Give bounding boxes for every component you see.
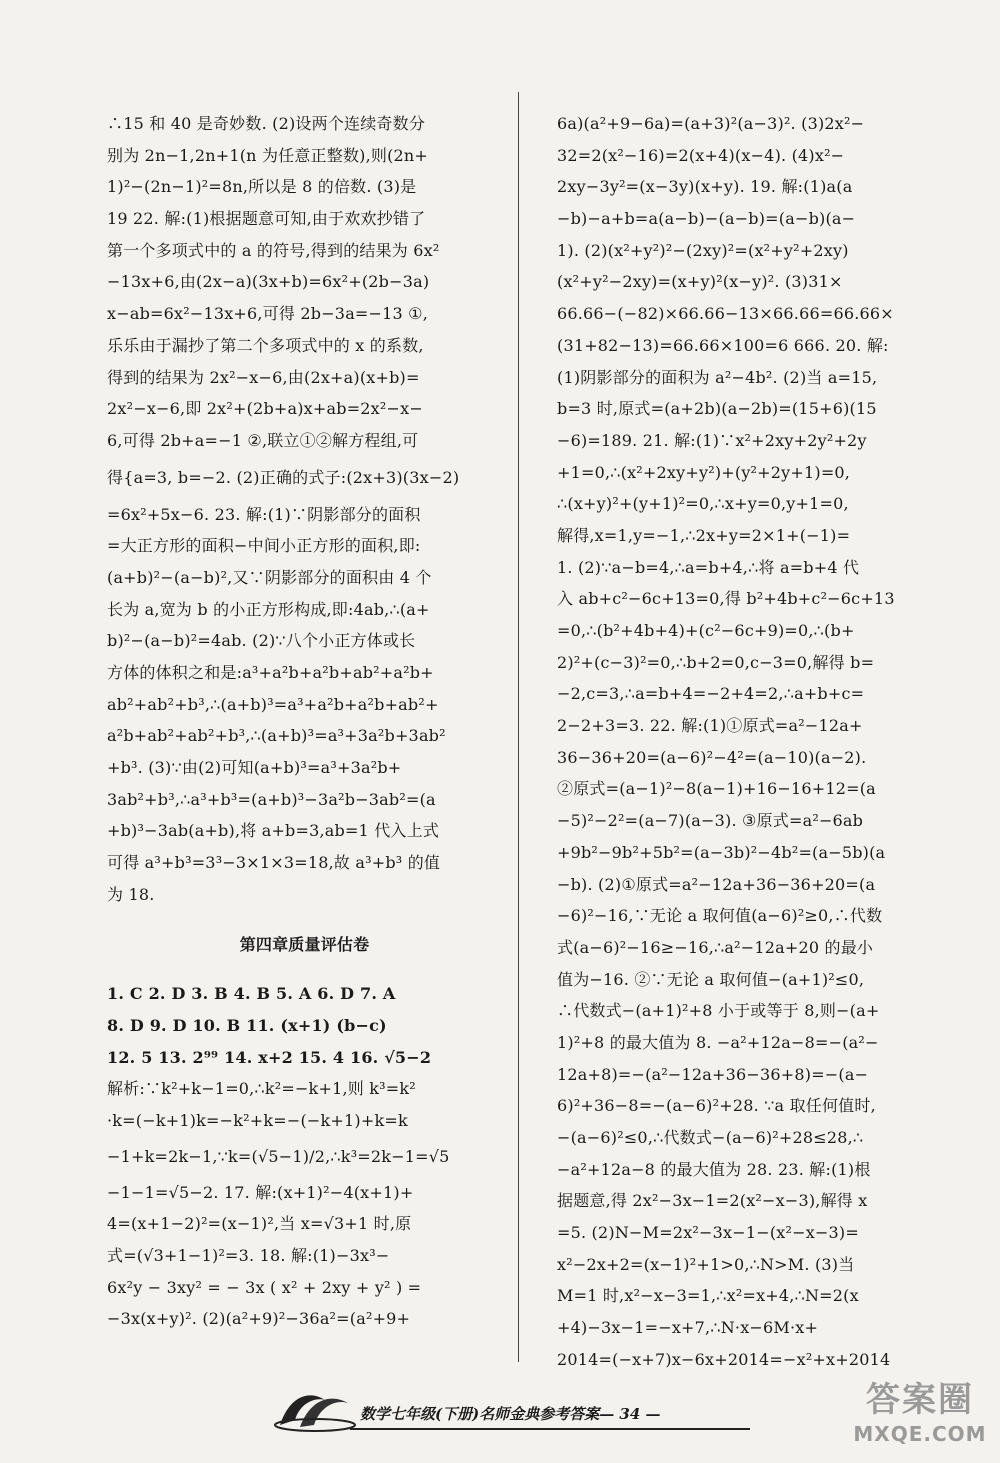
- text-line: 方体的体积之和是:a³+a²b+a²b+ab²+a²b+: [107, 663, 434, 682]
- text-line: (31+82−13)=66.66×100=6 666. 20. 解:: [557, 335, 889, 355]
- text-line: 66.66−(−82)×66.66−13×66.66=66.66×: [557, 304, 894, 324]
- text-line: 解析:∵k²+k−1=0,∴k²=−k+1,则 k³=k²: [107, 1079, 416, 1099]
- watermark: [845, 1378, 995, 1460]
- answer-key-line: 1. C 2. D 3. B 4. B 5. A 6. D 7. A: [107, 984, 396, 1004]
- watermark-logo: 答案圈: [866, 1380, 974, 1420]
- text-line: =6x²+5x−6. 23. 解:(1)∵阴影部分的面积: [107, 504, 421, 524]
- text-line: 19 22. 解:(1)根据题意可知,由于欢欢抄错了: [107, 209, 426, 229]
- spacer: [107, 911, 502, 929]
- text-line: 为 18.: [107, 884, 155, 904]
- text-line: 2xy−3y²=(x−3y)(x+y). 19. 解:(1)a(a: [557, 177, 853, 197]
- text-line: 32=2(x²−16)=2(x+4)(x−4). (4)x²−: [557, 145, 845, 165]
- text-line: x²−2x+2=(x−1)²+1>0,∴N>M. (3)当: [557, 1254, 855, 1274]
- page-footer: [270, 1385, 770, 1435]
- text-line: −5)²−2²=(a−7)(a−3). ③原式=a²−6ab: [557, 811, 864, 831]
- text-line: −(a−6)²≤0,∴代数式−(a−6)²+28≤28,∴: [557, 1128, 864, 1147]
- footer-text: 数学七年级(下册)名师金典参考答案— 34 —: [360, 1405, 661, 1423]
- text-line: ∴(x+y)²+(y+1)²=0,∴x+y=0,y+1=0,: [557, 494, 849, 514]
- text-line: −1+k=2k−1,∵k=(√5−1)/2,∴k³=2k−1=√5: [107, 1146, 450, 1166]
- text-line: +9b²−9b²+5b²=(a−3b)²−4b²=(a−5b)(a: [557, 842, 886, 862]
- text-line: 别为 2n−1,2n+1(n 为任意正整数),则(2n+: [107, 145, 429, 165]
- text-line: 4=(x+1−2)²=(x−1)²,当 x=√3+1 时,原: [107, 1214, 412, 1234]
- text-line: −2,c=3,∴a=b+4=−2+4=2,∴a+b+c=: [557, 684, 865, 704]
- text-line: −1−1=√5−2. 17. 解:(x+1)²−4(x+1)+: [107, 1182, 414, 1202]
- text-line: ∴代数式−(a+1)²+8 小于或等于 8,则−(a+: [557, 1001, 880, 1021]
- text-line: 式=(√3+1−1)²=3. 18. 解:(1)−3x³−: [107, 1246, 390, 1265]
- text-line: 长为 a,宽为 b 的小正方形构成,即:4ab,∴(a+: [107, 599, 430, 619]
- text-line: ab²+ab²+b³,∴(a+b)³=a³+a²b+a²b+ab²+: [107, 694, 439, 714]
- text-line: 1)²+8 的最大值为 8. −a²+12a−8=−(a²−: [557, 1032, 879, 1052]
- text-line: 1)²−(2n−1)²=8n,所以是 8 的倍数. (3)是: [107, 177, 417, 197]
- text-line: 解得,x=1,y=−1,∴2x+y=2×1+(−1)=: [557, 525, 851, 545]
- text-line: 6x²y − 3xy² = − 3x ( x² + 2xy + y² ) =: [107, 1277, 422, 1297]
- text-line: 得{a=3, b=−2. (2)正确的式子:(2x+3)(3x−2): [107, 467, 460, 487]
- text-line: ②原式=(a−1)²−8(a−1)+16−16+12=(a: [557, 779, 876, 799]
- text-line: b)²−(a−b)²=4ab. (2)∵八个小正方体或长: [107, 631, 416, 651]
- text-line: 可得 a³+b³=3³−3×1×3=18,故 a³+b³ 的值: [107, 853, 441, 873]
- spacer: [107, 960, 502, 978]
- publisher-logo-icon: [270, 1385, 360, 1435]
- text-line: +1=0,∴(x²+2xy+y²)+(y²+2y+1)=0,: [557, 462, 851, 482]
- text-line: 乐乐由于漏抄了第二个多项式中的 x 的系数,: [107, 335, 424, 355]
- right-column: [557, 108, 952, 1376]
- text-line: 2−2+3=3. 22. 解:(1)①原式=a²−12a+: [557, 716, 863, 736]
- footer-rule: [350, 1428, 750, 1430]
- text-line: 3ab²+b³,∴a³+b³=(a+b)³−3a²b−3ab²=(a: [107, 789, 436, 809]
- text-line: −6)=189. 21. 解:(1)∵x²+2xy+2y²+2y: [557, 430, 867, 450]
- text-line: 6a)(a²+9−6a)=(a+3)²(a−3)². (3)2x²−: [557, 114, 865, 133]
- left-column: [107, 108, 502, 1335]
- text-line: 入 ab+c²−6c+13=0,得 b²+4b+c²−6c+13: [557, 589, 895, 609]
- section-title: 第四章质量评估卷: [239, 934, 370, 954]
- text-line: =0,∴(b²+4b+4)+(c²−6c+9)=0,∴(b+: [557, 621, 855, 640]
- text-line: 6,可得 2b+a=−1 ②,联立①②解方程组,可: [107, 430, 419, 450]
- text-line: 12a+8)=−(a²−12a+36−36+8)=−(a−: [557, 1064, 869, 1084]
- text-line: +b³. (3)∵由(2)可知(a+b)³=a³+3a²b+: [107, 758, 402, 778]
- answer-key-line: 8. D 9. D 10. B 11. (x+1) (b−c): [107, 1015, 387, 1035]
- text-line: −6)²−16,∵无论 a 取何值(a−6)²≥0,∴代数: [557, 906, 883, 926]
- text-line: 值为−16. ②∵无论 a 取何值−(a+1)²≤0,: [557, 969, 865, 989]
- text-line: 1. (2)∵a−b=4,∴a=b+4,∴将 a=b+4 代: [557, 557, 860, 577]
- text-line: =5. (2)N−M=2x²−3x−1−(x²−x−3)=: [557, 1223, 859, 1243]
- text-line: +4)−3x−1=−x+7,∴N·x−6M·x+: [557, 1318, 819, 1338]
- text-line: (1)阴影部分的面积为 a²−4b². (2)当 a=15,: [557, 367, 878, 387]
- text-line: 1). (2)(x²+y²)²−(2xy)²=(x²+y²+2xy): [557, 240, 849, 260]
- watermark-url: MXQE.COM: [853, 1422, 987, 1446]
- text-line: 2)²+(c−3)²=0,∴b+2=0,c−3=0,解得 b=: [557, 652, 875, 672]
- text-line: (a+b)²−(a−b)²,又∵阴影部分的面积由 4 个: [107, 567, 432, 587]
- text-line: ∴15 和 40 是奇妙数. (2)设两个连续奇数分: [107, 114, 426, 133]
- text-line: −13x+6,由(2x−a)(3x+b)=6x²+(2b−3a): [107, 272, 430, 292]
- column-divider: [518, 92, 519, 1362]
- text-line: −b). (2)①原式=a²−12a+36−36+20=(a: [557, 874, 876, 894]
- text-line: −b)−a+b=a(a−b)−(a−b)=(a−b)(a−: [557, 209, 856, 229]
- answer-key-line: 12. 5 13. 2⁹⁹ 14. x+2 15. 4 16. √5−2: [107, 1047, 432, 1067]
- text-line: 得到的结果为 2x²−x−6,由(2x+a)(x+b)=: [107, 367, 420, 387]
- text-line: −3x(x+y)². (2)(a²+9)²−36a²=(a²+9+: [107, 1309, 411, 1329]
- text-line: ·k=(−k+1)k=−k²+k=−(−k+1)+k=k: [107, 1110, 408, 1130]
- text-line: 据题意,得 2x²−3x−1=2(x²−x−3),解得 x: [557, 1191, 868, 1211]
- text-line: (x²+y²−2xy)=(x+y)²(x−y)². (3)31×: [557, 272, 843, 292]
- text-line: =大正方形的面积−中间小正方形的面积,即:: [107, 536, 421, 556]
- text-line: a²b+ab²+ab²+b³,∴(a+b)³=a³+3a²b+3ab²: [107, 726, 446, 746]
- text-line: −a²+12a−8 的最大值为 28. 23. 解:(1)根: [557, 1159, 871, 1179]
- text-line: +b)³−3ab(a+b),将 a+b=3,ab=1 代入上式: [107, 821, 440, 841]
- text-line: M=1 时,x²−x−3=1,∴x²=x+4,∴N=2(x: [557, 1286, 859, 1306]
- text-line: 2x²−x−6,即 2x²+(2b+a)x+ab=2x²−x−: [107, 399, 423, 419]
- text-line: 式(a−6)²−16≥−16,∴a²−12a+20 的最小: [557, 937, 874, 957]
- text-line: 2014=(−x+7)x−6x+2014=−x²+x+2014: [557, 1349, 891, 1369]
- text-line: x−ab=6x²−13x+6,可得 2b−3a=−13 ①,: [107, 304, 429, 324]
- text-line: 6)²+36−8=−(a−6)²+28. ∵a 取任何值时,: [557, 1096, 876, 1116]
- text-line: 第一个多项式中的 a 的符号,得到的结果为 6x²: [107, 240, 440, 260]
- text-line: b=3 时,原式=(a+2b)(a−2b)=(15+6)(15: [557, 399, 877, 419]
- text-line: 36−36+20=(a−6)²−4²=(a−10)(a−2).: [557, 747, 867, 767]
